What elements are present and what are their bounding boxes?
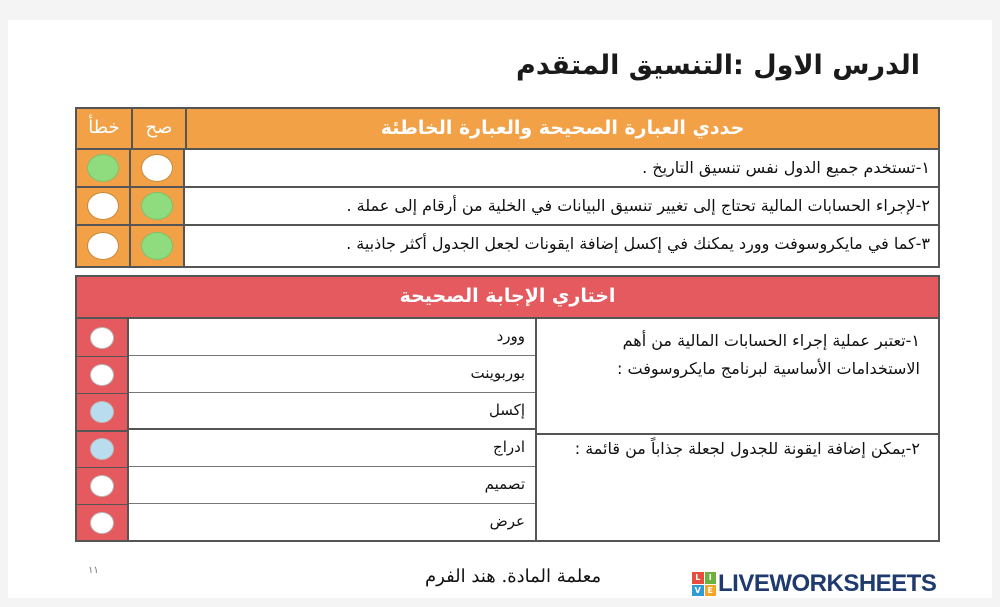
liveworksheets-logo [692,570,936,598]
true-false-header [77,109,938,150]
statement-text: ٣-كما في مايكروسوفت وورد يمكنك في إكسل إضافة ايقونات لجعل الجدول أكثر جاذبية . [346,234,930,253]
teacher-signature: معلمة المادة. هند الفرم [425,566,602,587]
logo-letter: E [705,585,717,597]
right-cell[interactable] [131,150,185,186]
wrong-cell[interactable] [77,188,131,224]
true-false-table [75,107,940,268]
question-2-text: ٢-يمكن إضافة ايقونة للجدول لجعلة جذاباً من قائمة : [574,439,920,458]
logo-letter: L [692,572,704,584]
radio-option-2-3[interactable] [90,512,114,534]
group-divider [77,430,129,432]
table-row [77,226,938,266]
option-word[interactable]: وورد [129,319,535,356]
row-divider [77,467,129,468]
radio-option-2-2[interactable] [90,475,114,497]
questions-column [537,319,938,540]
multiple-choice-header: اختاري الإجابة الصحيحة [77,277,938,319]
wrong-option-2[interactable] [87,192,119,220]
statement-text: ٢-لإجراء الحسابات المالية تحتاج إلى تغيير تنسيق البيانات في الخلية من أرقام إلى عملة . [346,196,930,215]
option-excel[interactable]: إكسل [129,393,535,430]
radio-option-1-2[interactable] [90,364,114,386]
right-option-3[interactable] [141,232,173,260]
right-cell[interactable] [131,188,185,224]
wrong-option-3[interactable] [87,232,119,260]
right-cell[interactable] [131,226,185,266]
logo-letter: I [705,572,717,584]
table-row [77,150,938,188]
col-right-label: صح [131,109,185,148]
wrong-cell[interactable] [77,150,131,186]
row-divider [77,393,129,394]
choice-dot-column [77,319,129,540]
right-option-2[interactable] [141,192,173,220]
worksheet [8,20,992,598]
page-title: الدرس الاول :التنسيق المتقدم [516,50,920,81]
option-view[interactable]: عرض [489,512,525,530]
options-column [129,319,537,540]
true-false-instruction: حددي العبارة الصحيحة والعبارة الخاطئة [185,109,938,148]
option-design[interactable]: تصميم [129,467,535,504]
multiple-choice-table [75,275,940,542]
liveworksheets-wordmark: LIVEWORKSHEETS [718,570,937,597]
row-divider [77,356,129,357]
table-row [77,188,938,226]
page-number: ١١ [88,565,99,576]
col-wrong-label: خطأ [88,117,120,138]
wrong-option-1[interactable] [87,154,119,182]
radio-option-2-1[interactable] [90,438,114,460]
statement-text: ١-تستخدم جميع الدول نفس تنسيق التاريخ . [642,158,930,177]
radio-option-1-3[interactable] [90,401,114,423]
radio-option-1-1[interactable] [90,327,114,349]
question-1-text: ١-تعتبر عملية إجراء الحسابات المالية من أهم الاستخدامات الأساسية لبرنامج مايكروسوفت : [537,327,938,435]
logo-letter: V [692,585,704,597]
option-insert[interactable]: ادراج [129,430,535,467]
row-divider [77,504,129,505]
wrong-cell[interactable] [77,226,131,266]
right-option-1[interactable] [141,154,173,182]
option-powerpoint[interactable]: بوربوينت [129,356,535,393]
liveworksheets-logo-icon [692,572,716,596]
